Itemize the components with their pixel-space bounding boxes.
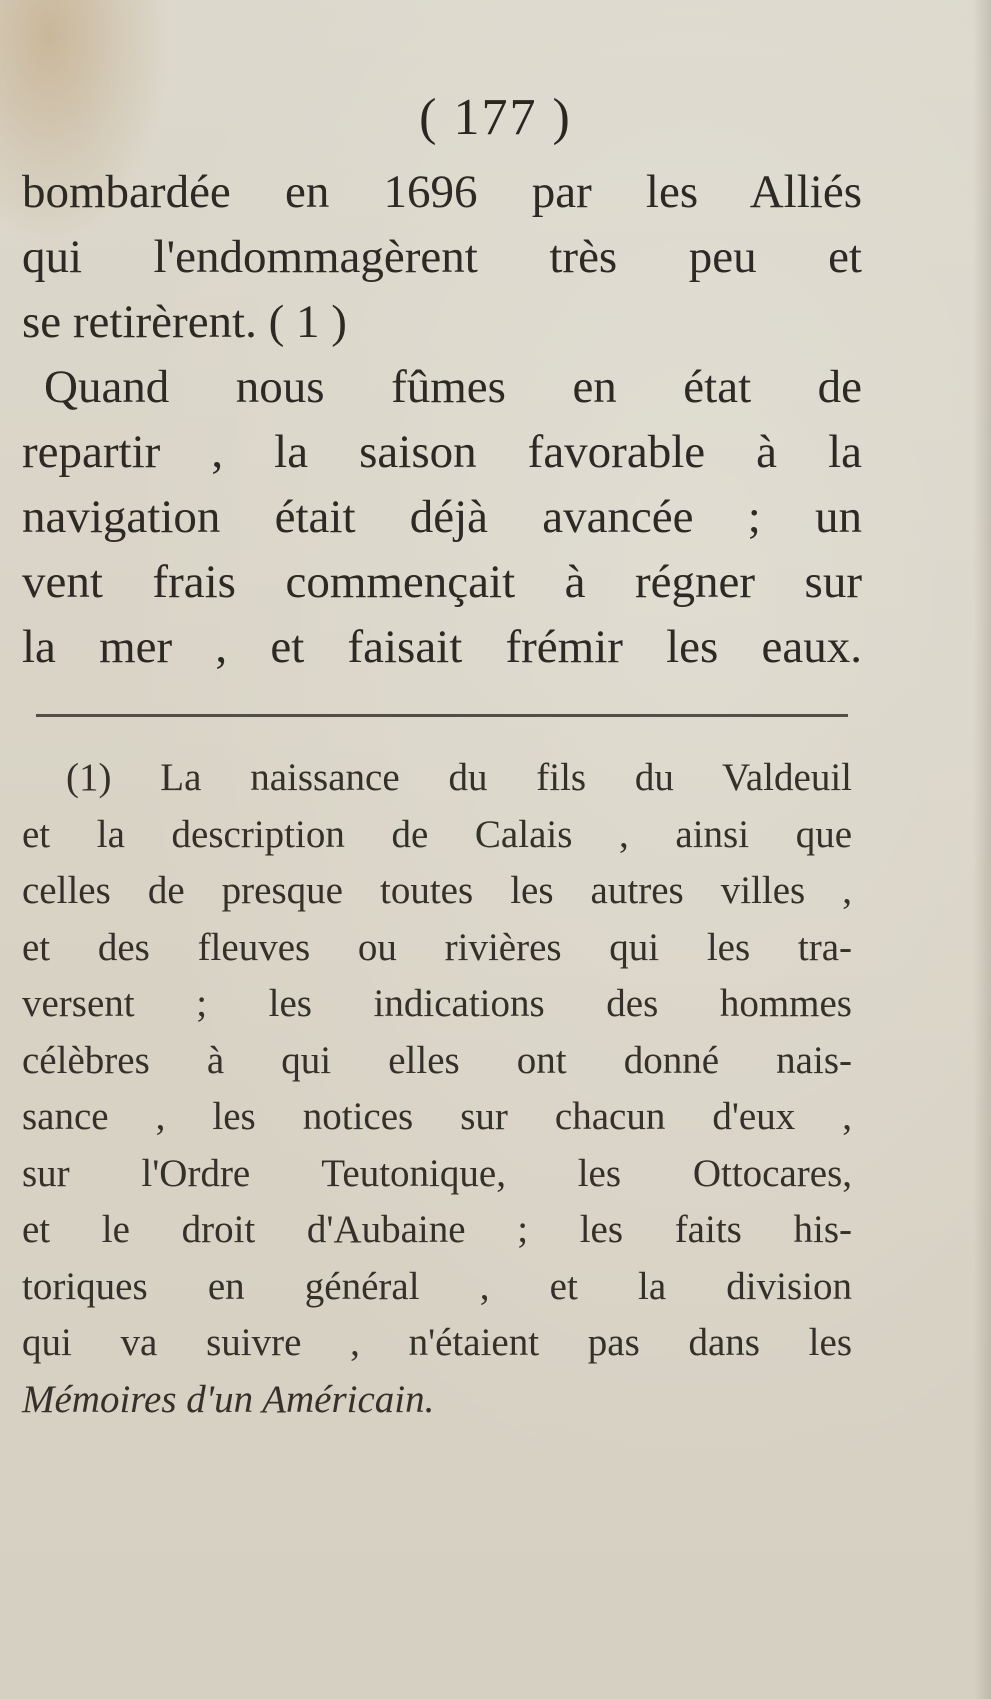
- footnote-line: et le droit d'Aubaine ; les faits his-: [22, 1208, 852, 1251]
- main-text-line: Quand nous fûmes en état de: [44, 361, 862, 413]
- footnote-line: versent ; les indications des hommes: [22, 982, 852, 1025]
- main-text-line: se retirèrent. ( 1 ): [22, 296, 347, 348]
- footnote-line: celles de presque toutes les autres villes ,: [22, 869, 852, 912]
- main-text-line: repartir , la saison favorable à la: [22, 426, 862, 478]
- footnote-line: sance , les notices sur chacun d'eux ,: [22, 1095, 852, 1138]
- page-number: ( 177 ): [419, 89, 572, 146]
- main-text-line: qui l'endommagèrent très peu et: [22, 231, 862, 283]
- page-edge-shadow: [973, 0, 991, 1699]
- footnote-line: célèbres à qui elles ont donné nais-: [22, 1038, 852, 1082]
- main-text-line: la mer , et faisait frémir les eaux.: [22, 621, 862, 673]
- footnote-line: et des fleuves ou rivières qui les tra-: [22, 925, 852, 969]
- footnote-line: Mémoires d'un Américain.: [22, 1377, 435, 1421]
- main-text-block: [22, 160, 862, 680]
- footnote-line: toriques en général , et la division: [22, 1264, 852, 1308]
- footnote-block: [22, 750, 852, 1428]
- footnote-line: qui va suivre , n'étaient pas dans les: [22, 1321, 852, 1364]
- main-text-line: bombardée en 1696 par les Alliés: [22, 166, 862, 218]
- footnote-line: (1) La naissance du fils du Valdeuil: [66, 756, 852, 799]
- main-text-line: navigation était déjà avancée ; un: [22, 491, 862, 543]
- main-text-line: vent frais commençait à régner sur: [22, 556, 862, 608]
- footnote-separator-rule: [36, 714, 848, 717]
- footnote-line: et la description de Calais , ainsi que: [22, 812, 852, 856]
- footnote-line: sur l'Ordre Teutonique, les Ottocares,: [22, 1151, 852, 1195]
